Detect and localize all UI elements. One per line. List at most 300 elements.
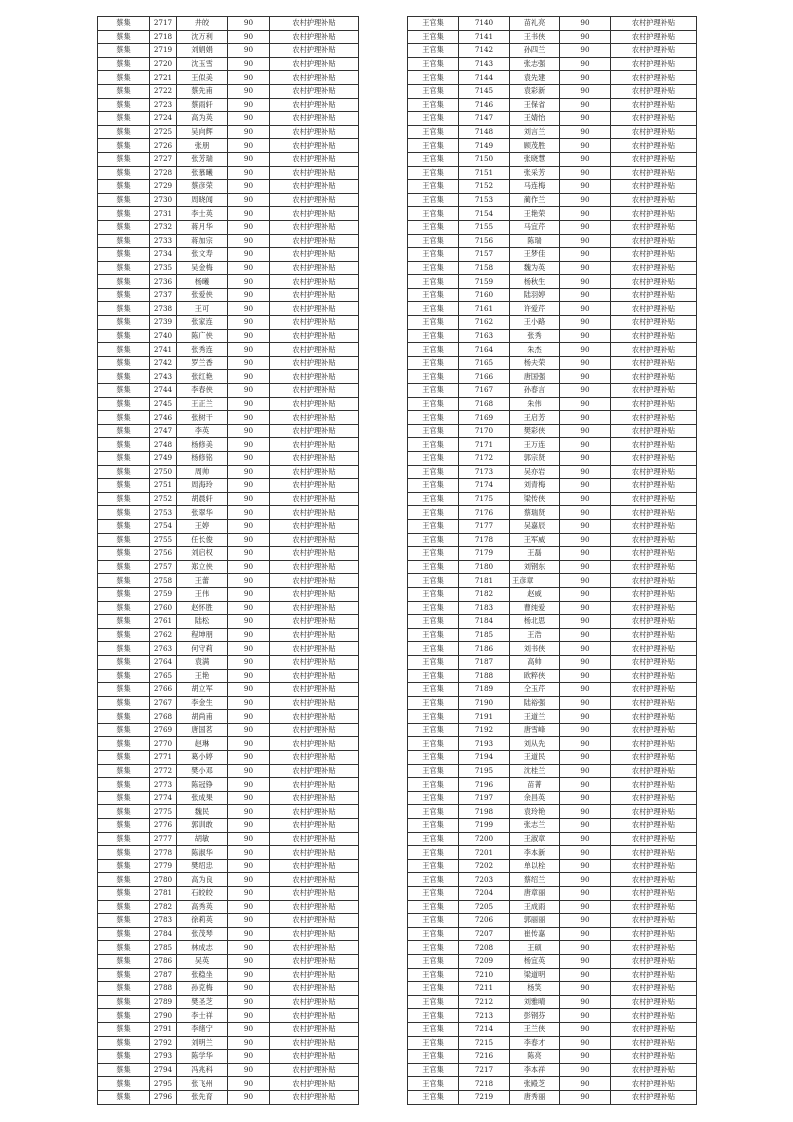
id-cell: 2760 [150,601,177,615]
id-cell: 2727 [150,152,177,166]
name-cell: 张志强 [510,57,560,71]
village-cell: 蔡集 [98,846,150,860]
table-row [98,1036,359,1050]
village-cell: 王官集 [408,84,459,98]
amount-cell: 90 [228,642,270,656]
id-cell: 2776 [150,819,177,833]
subsidy-type-cell: 农村护理补贴 [270,941,359,955]
id-cell: 2782 [150,900,177,914]
name-cell: 蔡先甫 [177,84,228,98]
table-row [98,139,359,153]
subsidy-type-cell: 农村护理补贴 [270,370,359,384]
village-cell: 王官集 [408,710,459,724]
subsidy-type-cell: 农村护理补贴 [270,642,359,656]
id-cell: 7144 [459,71,510,85]
name-cell: 高为英 [177,112,228,126]
id-cell: 7201 [459,846,510,860]
name-cell: 李本新 [510,846,560,860]
table-row [98,1050,359,1064]
id-cell: 2723 [150,98,177,112]
subsidy-type-cell: 农村护理补贴 [611,778,697,792]
amount-cell: 90 [228,574,270,588]
table-row [408,57,697,71]
name-cell: 王蕾 [177,574,228,588]
id-cell: 2783 [150,914,177,928]
id-cell: 2764 [150,655,177,669]
subsidy-type-cell: 农村护理补贴 [611,207,697,221]
id-cell: 7211 [459,982,510,996]
id-cell: 7209 [459,954,510,968]
village-cell: 王官集 [408,261,459,275]
amount-cell: 90 [560,288,611,302]
amount-cell: 90 [228,316,270,330]
name-cell: 张飞州 [177,1077,228,1091]
name-cell: 王婷 [177,519,228,533]
village-cell: 王官集 [408,370,459,384]
subsidy-type-cell: 农村护理补贴 [270,465,359,479]
id-cell: 2774 [150,791,177,805]
id-cell: 7151 [459,166,510,180]
subsidy-type-cell: 农村护理补贴 [611,275,697,289]
subsidy-type-cell: 农村护理补贴 [270,261,359,275]
village-cell: 王官集 [408,98,459,112]
village-cell: 蔡集 [98,316,150,330]
id-cell: 2751 [150,479,177,493]
table-row [408,601,697,615]
table-row [98,778,359,792]
name-cell: 张晓慧 [510,152,560,166]
village-cell: 王官集 [408,778,459,792]
id-cell: 2785 [150,941,177,955]
amount-cell: 90 [228,438,270,452]
amount-cell: 90 [228,17,270,31]
name-cell: 高帅 [510,655,560,669]
name-cell: 杨秋生 [510,275,560,289]
name-cell: 张志兰 [510,819,560,833]
name-cell: 欧粹侠 [510,669,560,683]
amount-cell: 90 [228,927,270,941]
amount-cell: 90 [228,30,270,44]
table-row [98,356,359,370]
amount-cell: 90 [228,452,270,466]
name-cell: 唐国茗 [177,723,228,737]
name-cell: 王军威 [510,533,560,547]
id-cell: 2744 [150,384,177,398]
amount-cell: 90 [228,859,270,873]
name-cell: 王艳荣 [510,207,560,221]
village-cell: 蔡集 [98,166,150,180]
name-cell: 袁先建 [510,71,560,85]
amount-cell: 90 [560,465,611,479]
left-table-body [98,17,359,1105]
name-cell: 李士英 [177,207,228,221]
amount-cell: 90 [228,288,270,302]
name-cell: 杨修美 [177,438,228,452]
table-row [408,968,697,982]
id-cell: 2757 [150,560,177,574]
village-cell: 王官集 [408,683,459,697]
name-cell: 王磊 [510,547,560,561]
village-cell: 王官集 [408,982,459,996]
amount-cell: 90 [560,492,611,506]
amount-cell: 90 [228,248,270,262]
id-cell: 7150 [459,152,510,166]
table-row [98,574,359,588]
table-row [408,343,697,357]
table-row [98,302,359,316]
name-cell: 李绪宁 [177,1022,228,1036]
id-cell: 2795 [150,1077,177,1091]
table-row [408,900,697,914]
id-cell: 2766 [150,683,177,697]
table-row [408,261,697,275]
name-cell: 樊彩侠 [510,424,560,438]
table-row [408,628,697,642]
village-cell: 王官集 [408,1077,459,1091]
amount-cell: 90 [228,384,270,398]
amount-cell: 90 [560,778,611,792]
table-row [408,642,697,656]
amount-cell: 90 [228,397,270,411]
subsidy-type-cell: 农村护理补贴 [270,737,359,751]
name-cell: 何守莉 [177,642,228,656]
table-row [408,248,697,262]
table-row [408,560,697,574]
subsidy-type-cell: 农村护理补贴 [270,452,359,466]
amount-cell: 90 [228,968,270,982]
table-row [98,601,359,615]
village-cell: 蔡集 [98,207,150,221]
id-cell: 7168 [459,397,510,411]
amount-cell: 90 [228,995,270,1009]
subsidy-type-cell: 农村护理补贴 [270,30,359,44]
village-cell: 蔡集 [98,397,150,411]
amount-cell: 90 [560,1090,611,1104]
table-row [98,900,359,914]
amount-cell: 90 [228,560,270,574]
id-cell: 2779 [150,859,177,873]
village-cell: 蔡集 [98,356,150,370]
table-row [98,655,359,669]
id-cell: 7180 [459,560,510,574]
village-cell: 蔡集 [98,452,150,466]
id-cell: 2718 [150,30,177,44]
amount-cell: 90 [228,370,270,384]
village-cell: 蔡集 [98,655,150,669]
id-cell: 7145 [459,84,510,98]
name-cell: 高为良 [177,873,228,887]
subsidy-type-cell: 农村护理补贴 [611,669,697,683]
subsidy-type-cell: 农村护理补贴 [270,873,359,887]
subsidy-type-cell: 农村护理补贴 [270,601,359,615]
village-cell: 蔡集 [98,751,150,765]
id-cell: 7196 [459,778,510,792]
id-cell: 7176 [459,506,510,520]
amount-cell: 90 [228,125,270,139]
subsidy-type-cell: 农村护理补贴 [611,968,697,982]
village-cell: 王官集 [408,302,459,316]
amount-cell: 90 [560,587,611,601]
amount-cell: 90 [560,574,611,588]
village-cell: 蔡集 [98,506,150,520]
name-cell: 陈广侠 [177,329,228,343]
name-cell: 王书侠 [510,30,560,44]
amount-cell: 90 [560,329,611,343]
village-cell: 蔡集 [98,84,150,98]
amount-cell: 90 [560,1036,611,1050]
amount-cell: 90 [228,207,270,221]
amount-cell: 90 [228,1077,270,1091]
village-cell: 蔡集 [98,139,150,153]
amount-cell: 90 [560,601,611,615]
table-row [98,859,359,873]
name-cell: 吴向辉 [177,125,228,139]
name-cell: 陈亮 [510,1050,560,1064]
table-row [98,669,359,683]
name-cell: 王小路 [510,316,560,330]
name-cell: 王梦佳 [510,248,560,262]
amount-cell: 90 [228,343,270,357]
village-cell: 蔡集 [98,615,150,629]
id-cell: 7160 [459,288,510,302]
name-cell: 胡尚甫 [177,710,228,724]
village-cell: 蔡集 [98,438,150,452]
village-cell: 王官集 [408,805,459,819]
name-cell: 葛小婷 [177,751,228,765]
village-cell: 蔡集 [98,1050,150,1064]
amount-cell: 90 [560,560,611,574]
table-row [408,1036,697,1050]
table-row [408,139,697,153]
name-cell: 张殿芝 [510,1077,560,1091]
subsidy-type-cell: 农村护理补贴 [270,180,359,194]
village-cell: 王官集 [408,17,459,31]
name-cell: 樊绍忠 [177,859,228,873]
name-cell: 罗兰香 [177,356,228,370]
amount-cell: 90 [560,791,611,805]
subsidy-type-cell: 农村护理补贴 [270,288,359,302]
table-row [408,1022,697,1036]
subsidy-type-cell: 农村护理补贴 [611,1050,697,1064]
amount-cell: 90 [228,57,270,71]
left-subsidy-table [97,16,359,1105]
amount-cell: 90 [228,683,270,697]
name-cell: 王保省 [510,98,560,112]
id-cell: 7175 [459,492,510,506]
subsidy-type-cell: 农村护理补贴 [611,220,697,234]
amount-cell: 90 [560,261,611,275]
table-row [98,954,359,968]
village-cell: 蔡集 [98,44,150,58]
name-cell: 陆羽婷 [510,288,560,302]
village-cell: 蔡集 [98,479,150,493]
id-cell: 7203 [459,873,510,887]
subsidy-type-cell: 农村护理补贴 [270,98,359,112]
amount-cell: 90 [228,98,270,112]
village-cell: 蔡集 [98,954,150,968]
table-row [98,57,359,71]
village-cell: 蔡集 [98,57,150,71]
village-cell: 蔡集 [98,1077,150,1091]
id-cell: 7208 [459,941,510,955]
table-row [408,832,697,846]
name-cell: 杨曦 [177,275,228,289]
table-row [98,533,359,547]
table-row [408,479,697,493]
village-cell: 王官集 [408,288,459,302]
subsidy-type-cell: 农村护理补贴 [270,723,359,737]
name-cell: 张朋 [177,139,228,153]
table-row [98,71,359,85]
amount-cell: 90 [560,139,611,153]
table-row [98,44,359,58]
village-cell: 蔡集 [98,832,150,846]
subsidy-type-cell: 农村护理补贴 [611,723,697,737]
amount-cell: 90 [560,696,611,710]
table-row [408,438,697,452]
subsidy-type-cell: 农村护理补贴 [611,452,697,466]
id-cell: 7174 [459,479,510,493]
id-cell: 2745 [150,397,177,411]
subsidy-type-cell: 农村护理补贴 [611,628,697,642]
table-row [408,574,697,588]
name-cell: 李英 [177,424,228,438]
subsidy-type-cell: 农村护理补贴 [270,220,359,234]
subsidy-type-cell: 农村护理补贴 [611,479,697,493]
name-cell: 郭宗贤 [510,452,560,466]
amount-cell: 90 [228,1050,270,1064]
name-cell: 蔺作兰 [510,193,560,207]
table-row [408,723,697,737]
amount-cell: 90 [228,778,270,792]
subsidy-type-cell: 农村护理补贴 [611,17,697,31]
village-cell: 王官集 [408,411,459,425]
name-cell: 赵琳 [177,737,228,751]
id-cell: 7163 [459,329,510,343]
village-cell: 王官集 [408,696,459,710]
village-cell: 蔡集 [98,248,150,262]
subsidy-type-cell: 农村护理补贴 [270,275,359,289]
id-cell: 2763 [150,642,177,656]
subsidy-type-cell: 农村护理补贴 [270,968,359,982]
subsidy-type-cell: 农村护理补贴 [611,180,697,194]
amount-cell: 90 [560,71,611,85]
id-cell: 7170 [459,424,510,438]
table-row [98,1009,359,1023]
id-cell: 2767 [150,696,177,710]
id-cell: 7165 [459,356,510,370]
table-row [408,547,697,561]
subsidy-type-cell: 农村护理补贴 [270,1009,359,1023]
subsidy-type-cell: 农村护理补贴 [611,696,697,710]
name-cell: 张慕曦 [177,166,228,180]
village-cell: 王官集 [408,492,459,506]
table-row [98,261,359,275]
subsidy-type-cell: 农村护理补贴 [270,982,359,996]
village-cell: 王官集 [408,723,459,737]
id-cell: 7140 [459,17,510,31]
table-row [408,384,697,398]
id-cell: 2772 [150,764,177,778]
id-cell: 7142 [459,44,510,58]
table-row [408,1090,697,1104]
subsidy-type-cell: 农村护理补贴 [611,234,697,248]
village-cell: 王官集 [408,452,459,466]
table-row [98,832,359,846]
name-cell: 杨北思 [510,615,560,629]
village-cell: 蔡集 [98,859,150,873]
id-cell: 7189 [459,683,510,697]
amount-cell: 90 [228,71,270,85]
village-cell: 蔡集 [98,723,150,737]
table-row [408,914,697,928]
table-row [98,696,359,710]
id-cell: 7200 [459,832,510,846]
village-cell: 王官集 [408,384,459,398]
village-cell: 蔡集 [98,1063,150,1077]
village-cell: 蔡集 [98,873,150,887]
table-row [408,152,697,166]
village-cell: 王官集 [408,533,459,547]
amount-cell: 90 [560,900,611,914]
amount-cell: 90 [228,533,270,547]
subsidy-type-cell: 农村护理补贴 [270,329,359,343]
amount-cell: 90 [560,1022,611,1036]
table-row [408,370,697,384]
id-cell: 2720 [150,57,177,71]
table-row [408,764,697,778]
table-row [408,819,697,833]
name-cell: 赵威 [510,587,560,601]
id-cell: 2759 [150,587,177,601]
amount-cell: 90 [560,275,611,289]
id-cell: 7197 [459,791,510,805]
table-row [408,411,697,425]
amount-cell: 90 [560,424,611,438]
name-cell: 唐章丽 [510,887,560,901]
id-cell: 2794 [150,1063,177,1077]
name-cell: 李本祥 [510,1063,560,1077]
amount-cell: 90 [560,166,611,180]
village-cell: 王官集 [408,764,459,778]
village-cell: 蔡集 [98,927,150,941]
table-row [408,519,697,533]
subsidy-type-cell: 农村护理补贴 [611,112,697,126]
id-cell: 2730 [150,193,177,207]
name-cell: 周海玲 [177,479,228,493]
id-cell: 7190 [459,696,510,710]
amount-cell: 90 [228,751,270,765]
amount-cell: 90 [228,655,270,669]
id-cell: 2769 [150,723,177,737]
amount-cell: 90 [228,220,270,234]
amount-cell: 90 [560,642,611,656]
subsidy-type-cell: 农村护理补贴 [270,424,359,438]
table-row [98,207,359,221]
village-cell: 蔡集 [98,560,150,574]
village-cell: 蔡集 [98,193,150,207]
id-cell: 2738 [150,302,177,316]
subsidy-type-cell: 农村护理补贴 [270,397,359,411]
table-row [408,1063,697,1077]
subsidy-type-cell: 农村护理补贴 [611,887,697,901]
name-cell: 刘娟娟 [177,44,228,58]
id-cell: 2793 [150,1050,177,1064]
id-cell: 2780 [150,873,177,887]
subsidy-type-cell: 农村护理补贴 [611,329,697,343]
village-cell: 蔡集 [98,152,150,166]
table-row [408,927,697,941]
